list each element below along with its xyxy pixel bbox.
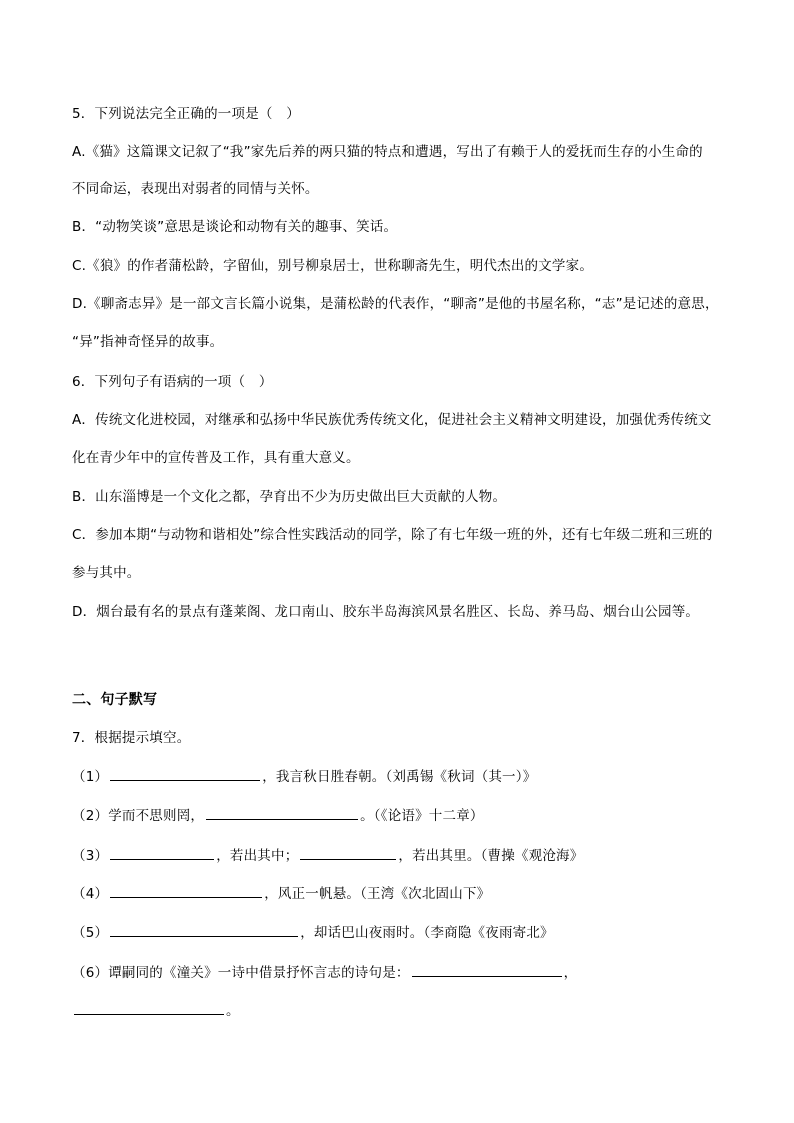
q5-option-d-line1: D.《聊斋志异》是一部文言长篇小说集，是蒲松龄的代表作，“聊斋”是他的书屋名称，“志”是记述的意思， — [72, 296, 719, 312]
answer-blank[interactable] — [110, 845, 214, 860]
item-text: 。（《论语》十二章） — [360, 808, 484, 824]
q6-option-b: B．山东淄博是一个文化之都，孕育出不少为历史做出巨大贡献的人物。 — [72, 489, 507, 505]
answer-blank[interactable] — [206, 805, 358, 820]
item-text: ，风正一帆悬。（王湾《次北固山下》 — [264, 886, 491, 902]
answer-blank[interactable] — [74, 1000, 224, 1015]
item-separator: ， — [563, 965, 578, 981]
q7-item-5 — [72, 922, 554, 943]
q6-stem: 6．下列句子有语病的一项（ ） — [72, 374, 273, 390]
item-number: （3） — [72, 848, 109, 864]
item-number: （4） — [72, 886, 109, 902]
section-heading: 二、句子默写 — [72, 692, 158, 708]
q5-option-a-line1: A.《猫》这篇课文记叙了“我”家先后养的两只猫的特点和遭遇，写出了有赖于人的爱抚而生存的小生命的 — [72, 144, 703, 160]
q5-option-b: B．“动物笑谈”意思是谈论和动物有关的趣事、笑话。 — [72, 219, 398, 235]
answer-blank[interactable] — [110, 883, 262, 898]
q6-option-c-line2: 参与其中。 — [72, 565, 141, 581]
item-text: ，却话巴山夜雨时。（李商隐《夜雨寄北》 — [300, 925, 554, 941]
q7-item-2 — [72, 805, 484, 826]
q5-option-a-line2: 不同命运，表现出对弱者的同情与关怀。 — [72, 181, 319, 197]
item-number: （5） — [72, 925, 109, 941]
q6-option-a-line1: A．传统文化进校园，对继承和弘扬中华民族优秀传统文化，促进社会主义精神文明建设，加强优秀传统文 — [72, 412, 712, 428]
item-number: （1） — [72, 769, 109, 785]
q6-option-c-line1: C．参加本期“与动物和谐相处”综合性实践活动的同学，除了有七年级一班的外，还有七年级二班和三班的 — [72, 527, 713, 543]
item-end: 。 — [226, 1003, 240, 1019]
item-text-middle: ，若出其中； — [216, 848, 299, 864]
q7-item-3 — [72, 845, 583, 866]
q7-item-6-line1 — [72, 962, 577, 983]
q7-stem: 7．根据提示填空。 — [72, 730, 191, 746]
item-text: （6）谭嗣同的《潼关》一诗中借景抒怀言志的诗句是： — [72, 965, 410, 981]
answer-blank[interactable] — [300, 845, 396, 860]
answer-blank[interactable] — [110, 922, 298, 937]
q7-item-6-line2 — [72, 1000, 240, 1021]
q5-option-d-line2: “异”指神奇怪异的故事。 — [72, 334, 224, 350]
q5-option-c: C.《狼》的作者蒲松龄，字留仙，别号柳泉居士，世称聊斋先生，明代杰出的文学家。 — [72, 258, 594, 274]
answer-blank[interactable] — [412, 962, 562, 977]
item-text: ，我言秋日胜春朝。（刘禹锡《秋词（其一）》 — [262, 769, 537, 785]
item-text: ，若出其里。（曹操《观沧海》 — [398, 848, 584, 864]
answer-blank[interactable] — [110, 766, 260, 781]
q7-item-1 — [72, 766, 536, 787]
q7-item-4 — [72, 883, 490, 904]
q6-option-a-line2: 化在青少年中的宣传普及工作，具有重大意义。 — [72, 450, 360, 466]
q5-stem: 5．下列说法完全正确的一项是（ ） — [72, 106, 300, 122]
item-text-prefix: （2）学而不思则罔， — [72, 808, 205, 824]
q6-option-d: D．烟台最有名的景点有蓬莱阁、龙口南山、胶东半岛海滨风景名胜区、长岛、养马岛、烟台山公园等。 — [72, 604, 700, 620]
